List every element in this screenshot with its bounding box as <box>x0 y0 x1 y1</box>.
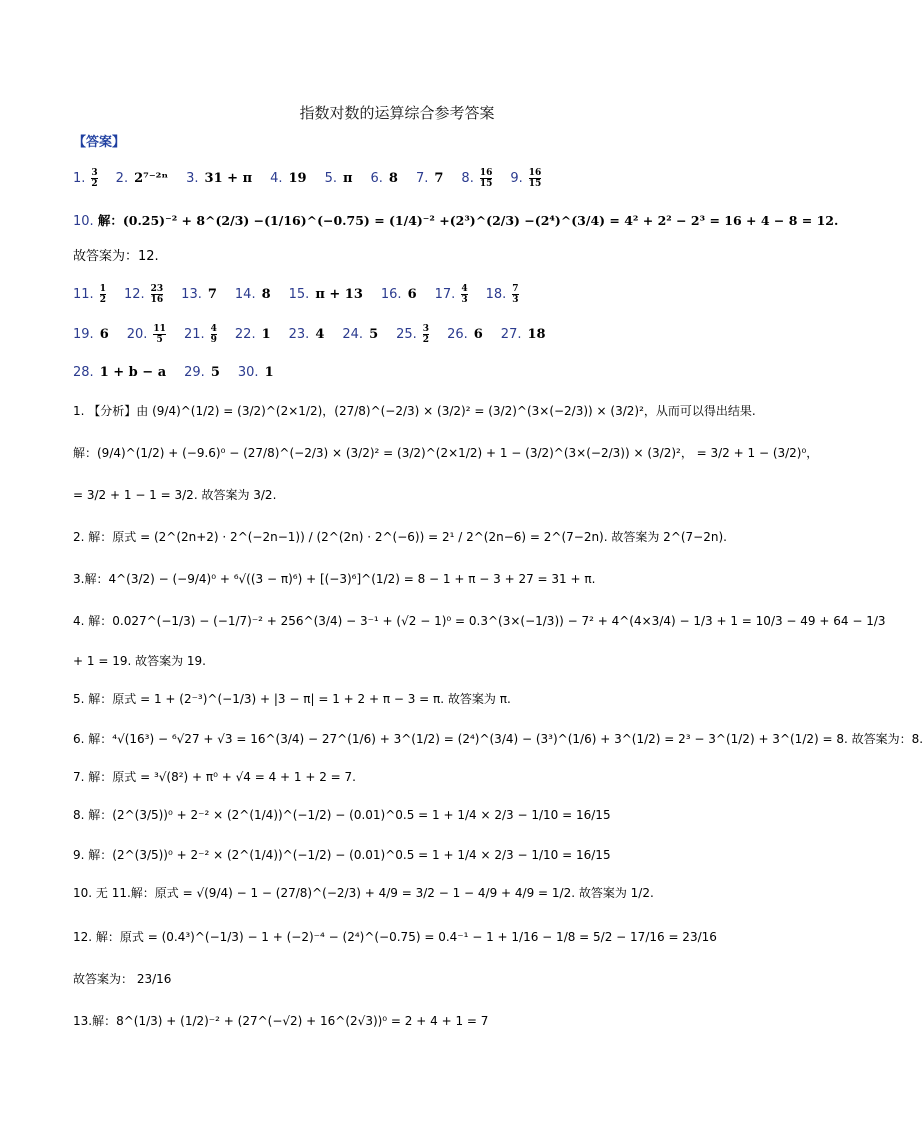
fraction: $\frac{23}{16}$ <box>150 284 164 305</box>
answer-item <box>73 166 98 192</box>
item-number: 24. <box>342 327 364 342</box>
answer-item <box>396 322 429 348</box>
item-number: 25. <box>396 327 417 342</box>
item-number: 21. <box>183 327 205 342</box>
item-number: 27. <box>500 327 522 342</box>
item-number: 3. <box>186 171 199 186</box>
answer-item <box>238 360 274 386</box>
answer-item <box>461 166 492 192</box>
answer-value: 6 <box>99 327 109 342</box>
answer-value: 7 <box>207 287 217 302</box>
answer-item <box>447 322 483 348</box>
solution-line: 7. 解：原式 = ³√(8²) + π⁰ + √4 = 4 + 1 + 2 = 7. <box>73 770 356 784</box>
answer-value: 19 <box>288 171 307 186</box>
answer-value: 5 <box>210 365 220 380</box>
answer-item <box>342 322 378 348</box>
fraction: $\frac{3}{2}$ <box>422 324 430 345</box>
answer-item <box>73 282 106 308</box>
fraction: $\frac{16}{15}$ <box>479 168 493 189</box>
answer-item <box>510 166 541 192</box>
item-number: 10. <box>73 214 94 229</box>
answer-item <box>381 282 417 308</box>
answer-value: 8 <box>388 171 398 186</box>
answer-item <box>325 166 353 192</box>
answer-value: 1 <box>264 365 274 380</box>
item-number: 8. <box>461 171 474 186</box>
item-number: 17. <box>434 287 456 302</box>
answer-item <box>186 166 252 192</box>
solution-line: 8. 解：(2^(3/5))⁰ + 2⁻² × (2^(1/4))^(−1/2) − (0.01)^0.5 = 1 + 1/4 × 2/3 − 1/10 = 16/15 <box>73 808 611 822</box>
answer-value: 1 + b − a <box>99 365 167 380</box>
solution-10-line <box>73 208 839 234</box>
answer-item <box>184 322 217 348</box>
item-number: 22. <box>234 327 256 342</box>
answer-value: π + 13 <box>315 287 363 302</box>
answer-item <box>486 282 519 308</box>
item-number: 6. <box>370 171 383 186</box>
answer-row-2 <box>73 282 734 308</box>
answer-value: 31 + π <box>204 171 253 186</box>
answer-row-3 <box>73 322 734 348</box>
answer-label: 【答案】 <box>73 135 126 150</box>
item-number: 11. <box>73 287 94 302</box>
item-number: 1. <box>73 171 86 186</box>
fraction: $\frac{4}{9}$ <box>210 324 217 345</box>
item-number: 4. <box>270 171 283 186</box>
solution-line: 9. 解：(2^(3/5))⁰ + 2⁻² × (2^(1/4))^(−1/2) − (0.01)^0.5 = 1 + 1/4 × 2/3 − 1/10 = 16/15 <box>73 848 611 862</box>
result-text: 故答案为：12. <box>73 249 159 264</box>
solution-line: 6. 解：⁴√(16³) − ⁶√27 + √3 = 16^(3/4) − 27^(1/6) + 3^(1/2) = (2⁴)^(3/4) − (3³)^(1/6) + 3^(1/2) = 2³ − 3^(1/2) + 3^(1/2) = 8. 故答案为：8. <box>73 732 923 746</box>
item-number: 29. <box>184 365 205 380</box>
answer-item <box>184 360 220 386</box>
item-number: 26. <box>447 327 468 342</box>
solution-line: 5. 解：原式 = 1 + (2⁻³)^(−1/3) + |3 − π| = 1 + 2 + π − 3 = π. 故答案为 π. <box>73 692 511 706</box>
answer-value: 5 <box>369 327 379 342</box>
fraction: $\frac{11}{5}$ <box>153 324 166 345</box>
answer-item <box>289 322 325 348</box>
answer-section-label <box>73 130 734 156</box>
answer-item <box>116 166 168 192</box>
item-number: 16. <box>380 287 402 302</box>
item-number: 9. <box>510 171 523 186</box>
answer-item <box>181 282 217 308</box>
solution-line: 10. 无 11.解：原式 = √(9/4) − 1 − (27/8)^(−2/3) + 4/9 = 3/2 − 1 − 4/9 + 4/9 = 1/2. 故答案为 1/2. <box>73 886 654 900</box>
solution-10-result <box>73 244 734 270</box>
answer-value: 18 <box>527 327 546 342</box>
item-number: 15. <box>288 287 310 302</box>
answer-row-4 <box>73 360 734 386</box>
answer-item <box>371 166 398 192</box>
item-number: 14. <box>234 287 256 302</box>
answer-row-1 <box>73 166 734 192</box>
answer-item <box>73 360 166 386</box>
answer-item <box>289 282 363 308</box>
solution-line: 4. 解：0.027^(−1/3) − (−1/7)⁻² + 256^(3/4) − 3⁻¹ + (√2 − 1)⁰ = 0.3^(3×(−1/3)) − 7² + 4^(4×3/4) − 1/3 + 1 = 10/3 − 49 + 64 − 1/3 <box>73 614 886 628</box>
solution-line: = 3/2 + 1 − 1 = 3/2. 故答案为 3/2. <box>73 488 277 502</box>
answer-value: 1 <box>261 327 271 342</box>
fraction: $\frac{4}{3}$ <box>461 284 468 305</box>
answer-value: π <box>343 171 353 186</box>
solution-10-text: 解：(0.25)⁻² + 8^(2/3) −(1/16)^(−0.75) = (1/4)⁻² +(2³)^(2/3) −(2⁴)^(3/4) = 4² + 2² − 2³ = 16 + 4 − 8 = 12. <box>97 213 839 228</box>
answer-value: 4 <box>315 327 325 342</box>
item-number: 5. <box>324 171 337 186</box>
item-number: 7. <box>415 171 429 186</box>
solution-line: 解：(9/4)^(1/2) + (−9.6)⁰ − (27/8)^(−2/3) × (3/2)² = (3/2)^(2×1/2) + 1 − (3/2)^(3×(−2/3)) × (3/2)²， = 3/2 + 1 − (3/2)⁰， <box>73 446 819 460</box>
solution-line: + 1 = 19. 故答案为 19. <box>73 654 206 668</box>
answer-item <box>124 282 163 308</box>
solution-line: 2. 解：原式 = (2^(2n+2) · 2^(−2n−1)) / (2^(2n) · 2^(−6)) = 2¹ / 2^(2n−6) = 2^(7−2n). 故答案为 2^(7−2n). <box>73 530 727 544</box>
answer-value: 6 <box>473 327 483 342</box>
answer-item <box>127 322 166 348</box>
item-number: 13. <box>181 287 202 302</box>
solution-line: 13.解：8^(1/3) + (1/2)⁻² + (27^(−√2) + 16^(2√3))⁰ = 2 + 4 + 1 = 7 <box>73 1014 489 1028</box>
fraction: $\frac{3}{2}$ <box>91 168 98 189</box>
item-number: 12. <box>123 287 145 302</box>
item-number: 23. <box>288 327 310 342</box>
item-number: 18. <box>485 287 507 302</box>
solution-line: 1. 【分析】由 (9/4)^(1/2) = (3/2)^(2×1/2)，(27/8)^(−2/3) × (3/2)² = (3/2)^(3×(−2/3)) × (3/2)²，从而可以得出结果. <box>73 404 756 418</box>
item-number: 20. <box>126 327 148 342</box>
answer-item <box>73 322 109 348</box>
solution-line: 3.解：4^(3/2) − (−9/4)⁰ + ⁶√((3 − π)⁶) + [(−3)⁶]^(1/2) = 8 − 1 + π − 3 + 27 = 31 + π. <box>73 572 596 586</box>
answer-item <box>235 282 271 308</box>
answer-item <box>501 322 546 348</box>
item-number: 30. <box>237 365 259 380</box>
answer-value: 2⁷⁻²ⁿ <box>134 171 169 186</box>
solution-line: 12. 解：原式 = (0.4³)^(−1/3) − 1 + (−2)⁻⁴ − (2⁴)^(−0.75) = 0.4⁻¹ − 1 + 1/16 − 1/8 = 5/2 − 17/16 = 23/16 <box>73 930 717 944</box>
answer-item <box>416 166 443 192</box>
item-number: 2. <box>115 171 129 186</box>
answer-value: 8 <box>261 287 271 302</box>
answer-value: 6 <box>407 287 417 302</box>
fraction: $\frac{16}{15}$ <box>528 168 542 189</box>
answer-value: 7 <box>434 171 444 186</box>
page-title: 指数对数的运算综合参考答案 <box>299 104 495 122</box>
solution-line: 故答案为： 23/16 <box>73 972 172 986</box>
answer-item <box>435 282 468 308</box>
fraction: $\frac{1}{2}$ <box>99 284 106 305</box>
answer-item <box>270 166 307 192</box>
fraction: $\frac{7}{3}$ <box>512 284 519 305</box>
item-number: 28. <box>73 365 94 380</box>
item-number: 19. <box>73 327 94 342</box>
answer-item <box>235 322 271 348</box>
